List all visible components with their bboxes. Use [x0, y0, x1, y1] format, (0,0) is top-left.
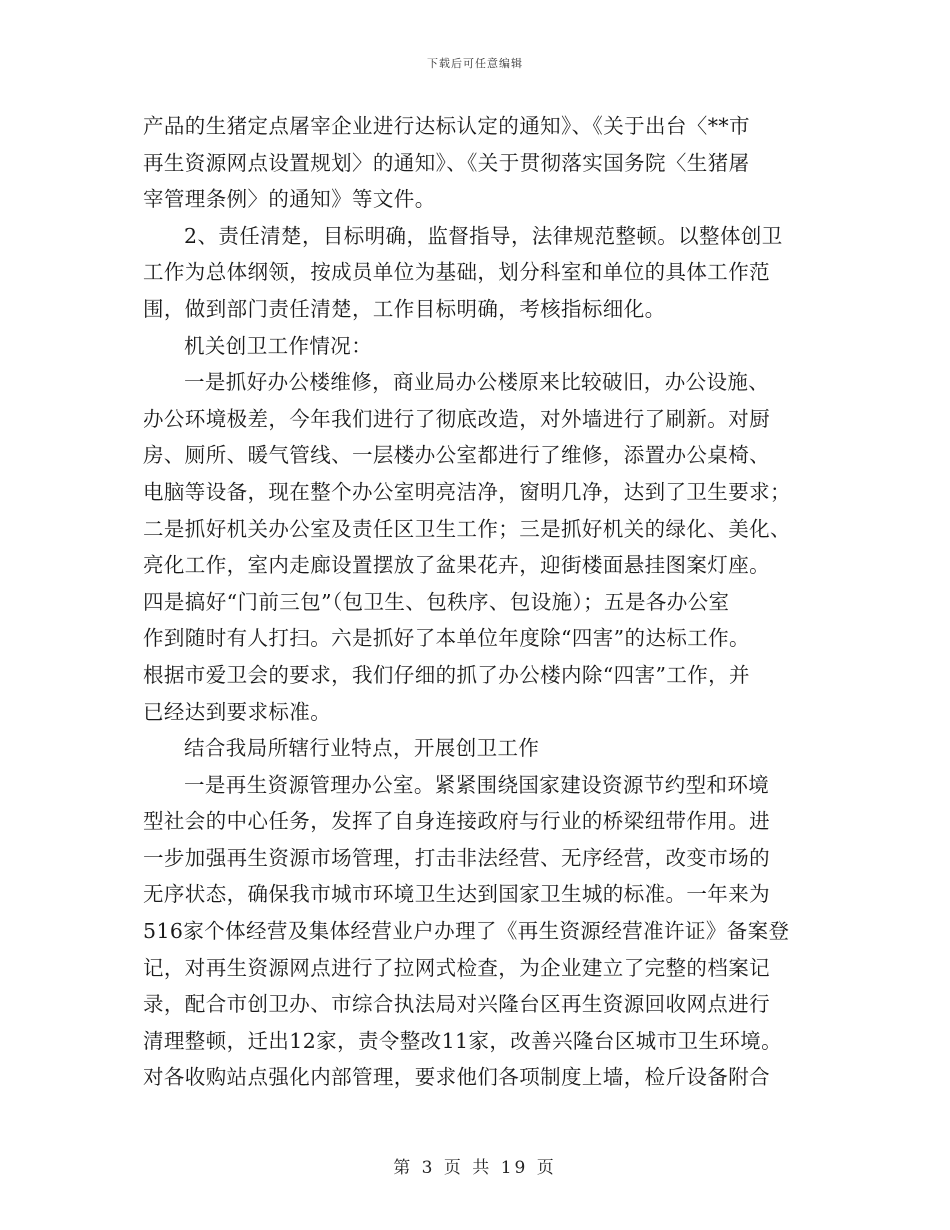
text-line: 四是搞好“门前三包”（包卫生、包秩序、包设施）；五是各办公室 [143, 589, 730, 614]
text-line: 宰管理条例〉的通知》等文件。 [143, 187, 436, 212]
text-line: 产品的生猪定点屠宰企业进行达标认定的通知》、《关于出台〈**市 [143, 114, 750, 138]
text-line: 再生资源网点设置规划〉的通知》、《关于贯彻落实国务院〈生猪屠 [143, 150, 750, 175]
text-line: 516家个体经营及集体经营业户办理了《再生资源经营准许证》备案登 [143, 919, 790, 944]
text-line: 办公环境极差，今年我们进行了彻底改造，对外墙进行了刷新。对厨 [143, 406, 770, 431]
text-line: 围，做到部门责任清楚，工作目标明确，考核指标细化。 [143, 296, 666, 321]
text-line: 无序状态，确保我市城市环境卫生达到国家卫生城的标准。一年来为 [143, 882, 770, 907]
text-line: 电脑等设备，现在整个办公室明亮洁净，窗明几净，达到了卫生要求； [143, 479, 791, 504]
section-heading: 结合我局所辖行业特点，开展创卫工作 [184, 736, 540, 761]
text-line: 工作为总体纲领，按成员单位为基础，划分科室和单位的具体工作范 [143, 260, 770, 285]
text-line: 对各收购站点强化内部管理，要求他们各项制度上墙，检斤设备附合 [143, 1065, 770, 1090]
text-line: 清理整顿，迁出12家，责令整改11家，改善兴隆台区城市卫生环境。 [143, 1028, 782, 1053]
document-body [143, 108, 803, 1096]
text-line: 记，对再生资源网点进行了拉网式检查，为企业建立了完整的档案记 [143, 955, 770, 980]
text-line: 录，配合市创卫办、市综合执法局对兴隆台区再生资源回收网点进行 [143, 992, 770, 1017]
text-line: 型社会的中心任务，发挥了自身连接政府与行业的桥梁纽带作用。进 [143, 809, 770, 834]
page-header: 下载后可任意编辑 [427, 57, 523, 70]
text-line: 根据市爱卫会的要求，我们仔细的抓了办公楼内除“四害”工作，并 [143, 662, 750, 687]
text-line: 二是抓好机关办公室及责任区卫生工作；三是抓好机关的绿化、美化、 [143, 516, 791, 541]
paragraph-start-line: 2、责任清楚，目标明确，监督指导，法律规范整顿。以整体创卫 [184, 223, 783, 248]
text-line: 作到随时有人打扫。六是抓好了本单位年度除“四害”的达标工作。 [143, 626, 750, 651]
paragraph-start-line: 一是抓好办公楼维修，商业局办公楼原来比较破旧，办公设施、 [184, 370, 770, 395]
section-heading: 机关创卫工作情况： [184, 333, 373, 358]
text-line: 亮化工作，室内走廊设置摆放了盆果花卉，迎街楼面悬挂图案灯座。 [143, 553, 770, 578]
text-line: 房、厕所、暖气管线、一层楼办公室都进行了维修，添置办公桌椅、 [143, 443, 770, 468]
text-line: 一步加强再生资源市场管理，打击非法经营、无序经营，改变市场的 [143, 845, 770, 870]
text-line: 已经达到要求标准。 [143, 699, 332, 724]
page-number-footer: 第 3 页 共 19 页 [393, 1158, 557, 1178]
paragraph-start-line: 一是再生资源管理办公室。紧紧围绕国家建设资源节约型和环境 [184, 772, 770, 797]
